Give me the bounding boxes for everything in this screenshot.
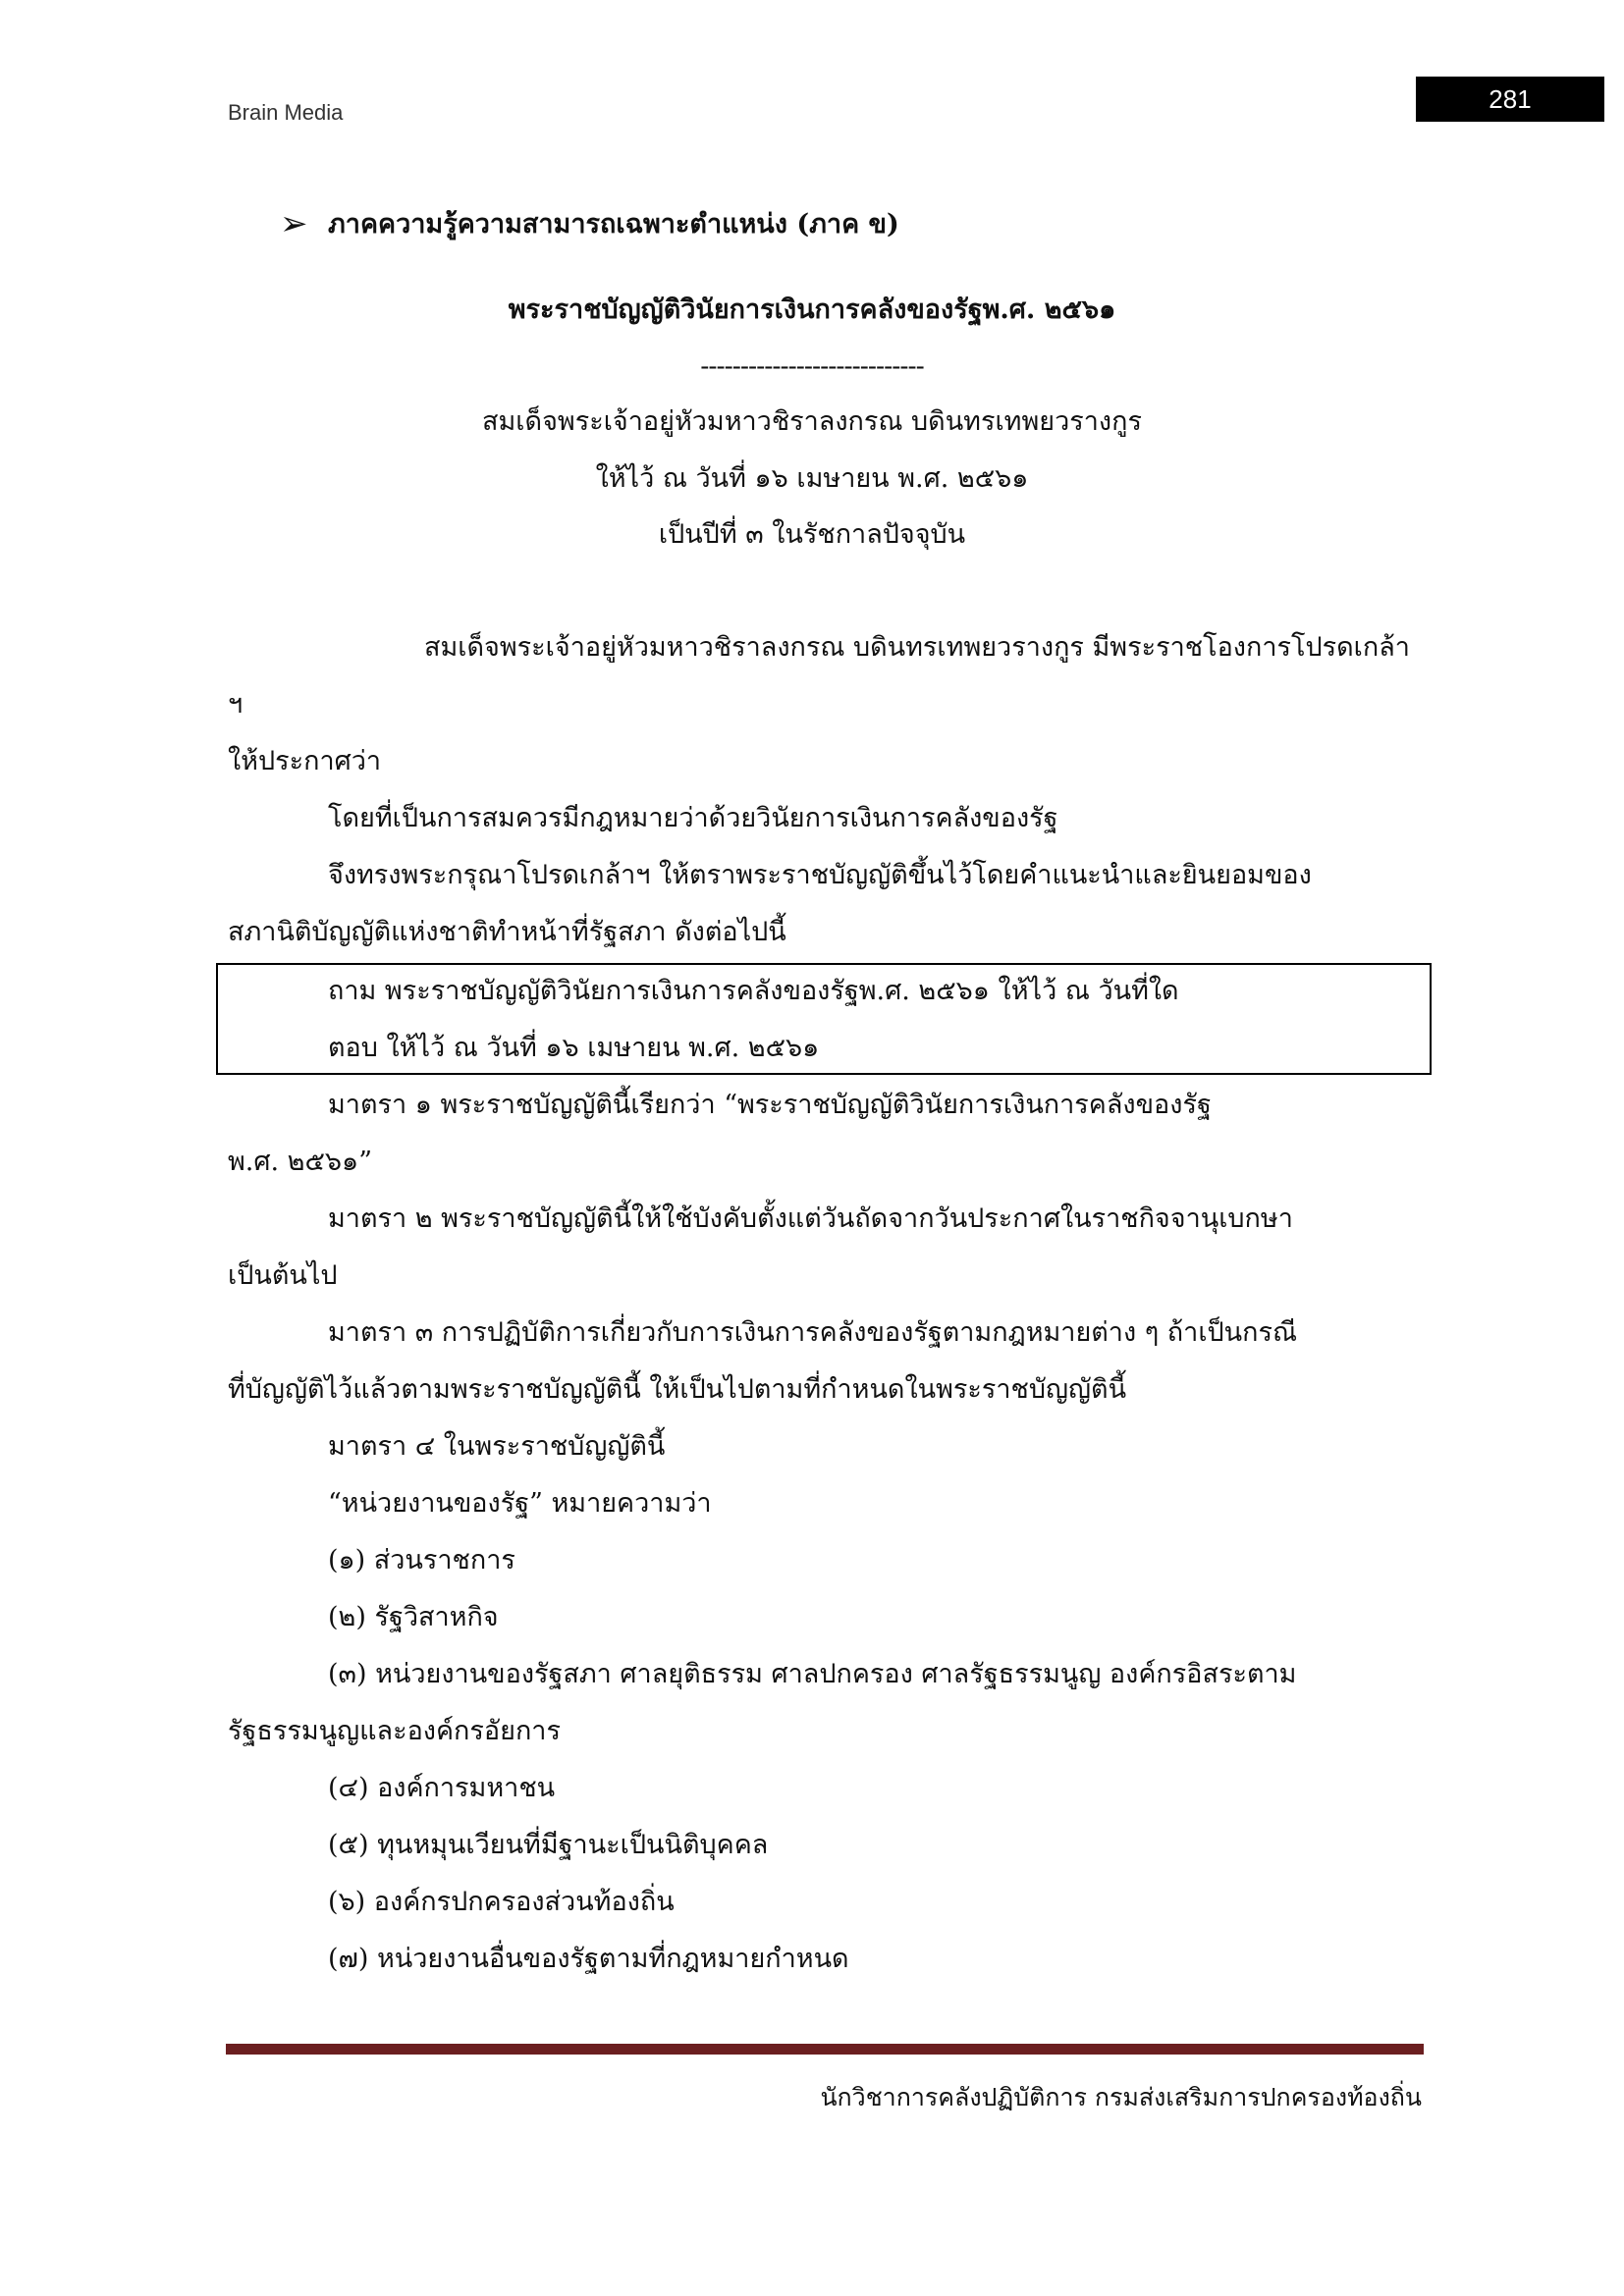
section-2-line-1: มาตรา ๒ พระราชบัญญัตินี้ให้ใช้บังคับตั้งแต่วันถัดจากวันประกาศในราชกิจจานุเบกษา [328, 1203, 1293, 1234]
list-item-6: (๖) องค์กรปกครองส่วนท้องถิ่น [328, 1887, 675, 1917]
brand-name: Brain Media [228, 100, 344, 125]
whereas-line: โดยที่เป็นการสมควรมีกฎหมายว่าด้วยวินัยการเงินการคลังของรัฐ [328, 803, 1058, 833]
intro-line-3: ให้ประกาศว่า [228, 746, 382, 776]
list-item-7: (๗) หน่วยงานอื่นของรัฐตามที่กฎหมายกำหนด [328, 1944, 849, 1974]
section-2-line-2: เป็นต้นไป [228, 1260, 338, 1291]
section-4: มาตรา ๔ ในพระราชบัญญัตินี้ [328, 1431, 666, 1462]
footer-rule [226, 2044, 1424, 2055]
bullet-arrow-icon: ➢ [280, 204, 308, 243]
list-item-4: (๔) องค์การมหาชน [328, 1773, 556, 1803]
preamble-line-3: เป็นปีที่ ๓ ในรัชกาลปัจจุบัน [658, 519, 966, 550]
list-item-2: (๒) รัฐวิสาหกิจ [328, 1602, 499, 1632]
separator: ---------------------------- [700, 351, 924, 382]
section-3-line-1: มาตรา ๓ การปฏิบัติการเกี่ยวกับการเงินการคลังของรัฐตามกฎหมายต่าง ๆ ถ้าเป็นกรณี [328, 1317, 1298, 1348]
section-1-line-2: พ.ศ. ๒๕๖๑” [228, 1147, 372, 1177]
section-3-line-2: ที่บัญญัติไว้แล้วตามพระราชบัญญัตินี้ ให้เป็นไปตามที่กำหนดในพระราชบัญญัตินี้ [228, 1374, 1127, 1405]
qa-answer: ตอบ ให้ไว้ ณ วันที่ ๑๖ เมษายน พ.ศ. ๒๕๖๑ [328, 1033, 820, 1063]
preamble-line-1: สมเด็จพระเจ้าอยู่หัวมหาวชิราลงกรณ บดินทรเทพยวรางกูร [482, 406, 1142, 437]
section-1-line-1: มาตรา ๑ พระราชบัญญัตินี้เรียกว่า “พระราชบัญญัติวินัยการเงินการคลังของรัฐ [328, 1090, 1212, 1120]
list-item-3-line-2: รัฐธรรมนูญและองค์กรอัยการ [228, 1716, 561, 1746]
preamble-line-2: ให้ไว้ ณ วันที่ ๑๖ เมษายน พ.ศ. ๒๕๖๑ [595, 463, 1029, 494]
footer-text: นักวิชาการคลังปฏิบัติการ กรมส่งเสริมการปกครองท้องถิ่น [820, 2083, 1422, 2111]
definition-term: “หน่วยงานของรัฐ” หมายความว่า [328, 1488, 712, 1519]
section-heading: ภาคความรู้ความสามารถเฉพาะตำแหน่ง (ภาค ข) [328, 209, 899, 240]
enact-line-2: สภานิติบัญญัติแห่งชาติทำหน้าที่รัฐสภา ดังต่อไปนี้ [228, 917, 786, 947]
intro-line-1: สมเด็จพระเจ้าอยู่หัวมหาวชิราลงกรณ บดินทรเทพยวรางกูร มีพระราชโองการโปรดเกล้า [424, 632, 1410, 663]
intro-line-2: ฯ [228, 689, 244, 720]
page-number: 281 [1416, 77, 1604, 122]
list-item-5: (๕) ทุนหมุนเวียนที่มีฐานะเป็นนิติบุคคล [328, 1830, 769, 1860]
qa-question: ถาม พระราชบัญญัติวินัยการเงินการคลังของรัฐพ.ศ. ๒๕๖๑ ให้ไว้ ณ วันที่ใด [328, 976, 1179, 1006]
list-item-3-line-1: (๓) หน่วยงานของรัฐสภา ศาลยุติธรรม ศาลปกครอง ศาลรัฐธรรมนูญ องค์กรอิสระตาม [328, 1659, 1297, 1689]
list-item-1: (๑) ส่วนราชการ [328, 1545, 515, 1575]
enact-line-1: จึงทรงพระกรุณาโปรดเกล้าฯ ให้ตราพระราชบัญญัติขึ้นไว้โดยคำแนะนำและยินยอมของ [328, 860, 1312, 890]
document-title: พระราชบัญญัติวินัยการเงินการคลังของรัฐพ.ศ. ๒๕๖๑ [508, 294, 1116, 325]
